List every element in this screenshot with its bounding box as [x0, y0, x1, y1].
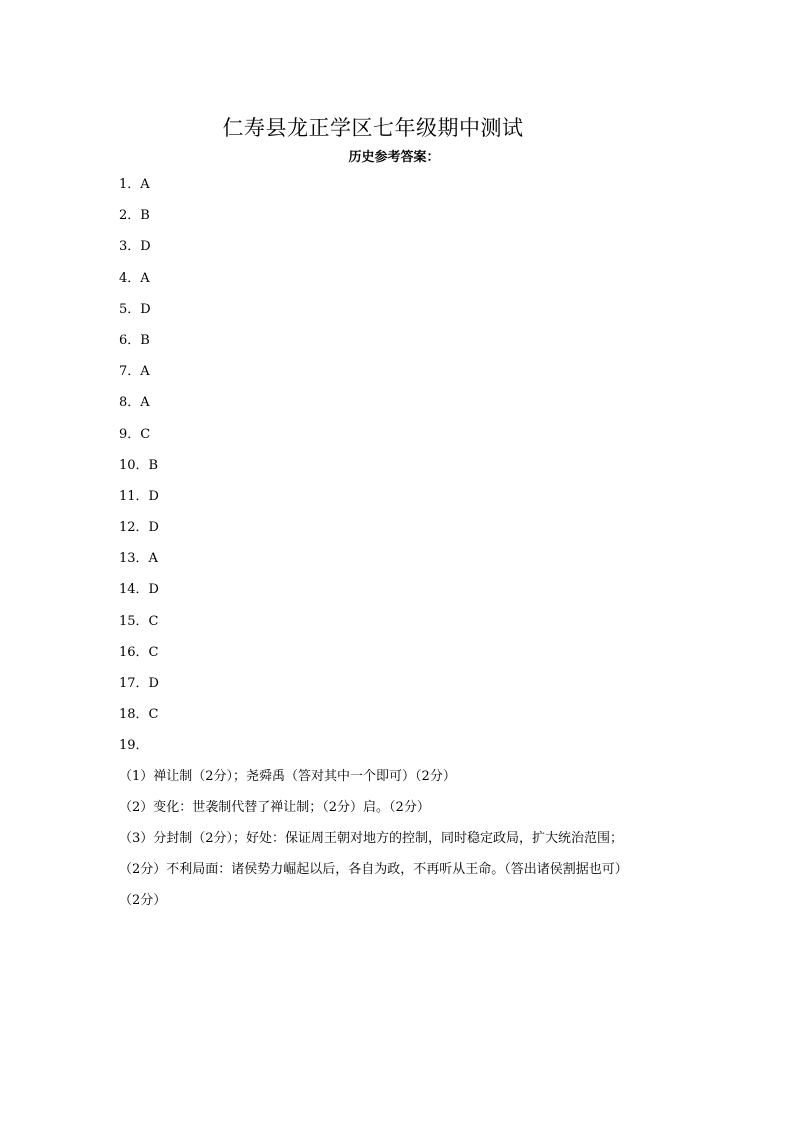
- answer-item: 18．C: [119, 707, 159, 723]
- answer-item: 9．C: [119, 426, 151, 442]
- essay-line: （2分）: [119, 893, 167, 908]
- page-subtitle: 历史参考答案：: [348, 150, 440, 165]
- essay-line: （2）变化：世袭制代替了禅让制；（2分）启。（2分）: [119, 800, 430, 815]
- answer-item: 5．D: [119, 301, 151, 317]
- answer-item: 1．A: [119, 177, 150, 192]
- answer-item: 14．D: [119, 582, 159, 598]
- answer-item: 13．A: [119, 551, 158, 567]
- answer-item: 11．D: [119, 488, 159, 504]
- answer-item: 17．D: [119, 676, 159, 691]
- page-title: 仁寿县龙正学区七年级期中测试: [222, 116, 524, 140]
- answer-item: 7．A: [119, 364, 150, 380]
- answer-item: 6．B: [119, 332, 150, 348]
- answer-item: 12．D: [119, 520, 159, 536]
- answer-item: 3．D: [119, 239, 151, 255]
- answer-item: 10．B: [119, 457, 159, 473]
- answer-list: [119, 174, 159, 767]
- answer-item: 8．A: [119, 395, 150, 411]
- essay-line: （2分）不利局面：诸侯势力崛起以后，各自为政，不再听从王命。（答出诸侯割据也可）: [119, 862, 628, 877]
- answer-item: 2．B: [119, 208, 150, 224]
- essay-line: （1）禅让制（2分）；尧舜禹（答对其中一个即可）（2分）: [119, 769, 456, 784]
- answer-item: 15．C: [119, 613, 159, 629]
- essay-answer: [119, 766, 679, 921]
- answer-item: 16．C: [119, 644, 159, 660]
- essay-line: （3）分封制（2分）；好处：保证周王朝对地方的控制，同时稳定政局，扩大统治范围；: [119, 831, 624, 846]
- answer-item: 19．: [119, 738, 149, 754]
- answer-item: 4．A: [119, 270, 150, 286]
